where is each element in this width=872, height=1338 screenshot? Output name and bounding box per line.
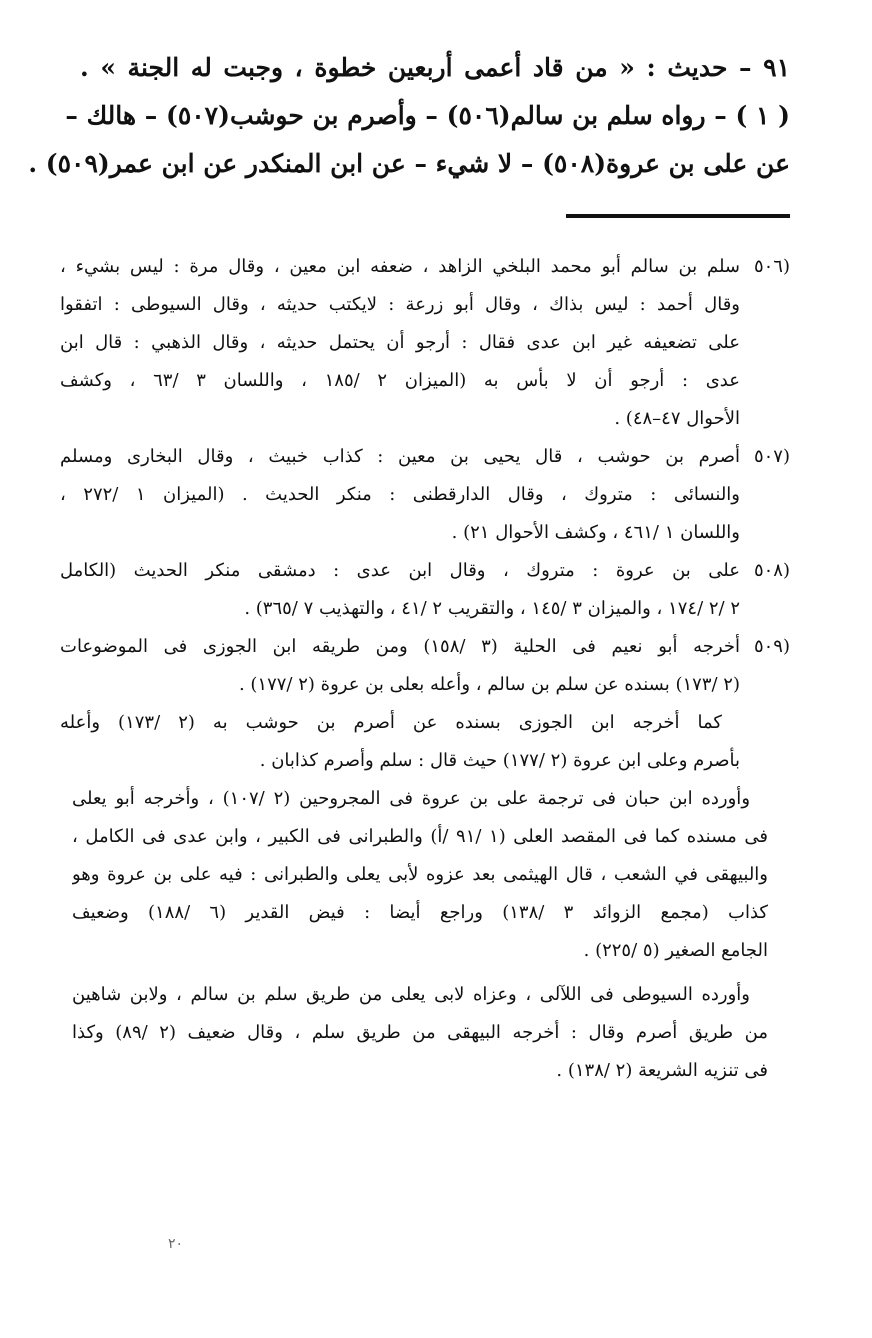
- footnote-509: [60, 628, 790, 780]
- paragraph-line: فى تنزيه الشريعة (٢ /١٣٨) .: [556, 1060, 768, 1081]
- footnote-506: [60, 248, 790, 438]
- footnote-line: ٢ /٢ /١٧٤ ، والميزان ٣ /١٤٥ ، والتقريب ٢ /٤١ ، والتهذيب ٧ /٣٦٥) .: [244, 598, 740, 619]
- footnote-paragraph-ibn-hibban: [72, 780, 790, 970]
- footnote-line: وقال أحمد : ليس بذاك ، وقال أبو زرعة : لايكتب حديثه ، وقال السيوطى : اتفقوا: [60, 294, 740, 315]
- paragraph-line: من طريق أصرم وقال : أخرجه البيهقى من طريق سلم ، وقال ضعيف (٢ /٨٩) وكذا: [72, 1022, 768, 1043]
- footnote-separator: [566, 214, 790, 218]
- footnote-line: (٢ /١٧٣) بسنده عن سلم بن سالم ، وأعله بعلى بن عروة (٢ /١٧٧) .: [238, 674, 740, 695]
- footnote-line: واللسان ١ /٤٦١ ، وكشف الأحوال ٢١) .: [451, 522, 740, 543]
- footnote-line: على بن عروة : متروك ، وقال ابن عدى : دمشقى منكر الحديث (الكامل: [60, 560, 740, 581]
- footnote-paragraph-suyuti: [72, 976, 790, 1090]
- footnote-line: والنسائى : متروك ، وقال الدارقطنى : منكر الحديث . (الميزان ١ /٢٧٢ ،: [60, 484, 740, 505]
- footnotes-section: [60, 248, 790, 1090]
- footnote-507: [60, 438, 790, 552]
- paragraph-line: فى مسنده كما فى المقصد العلى (١ /٩١ /أ) والطبرانى فى الكبير ، وابن عدى فى الكامل ،: [72, 826, 768, 847]
- paragraph-line: الجامع الصغير (٥ /٢٢٥) .: [583, 940, 768, 961]
- footnote-number: (٥٠٨: [753, 560, 790, 581]
- paragraph-line: والبيهقى في الشعب ، قال الهيثمى بعد عزوه لأبى يعلى والطبرانى : فيه على بن عروة وهو: [72, 864, 768, 885]
- paragraph-line: كذاب (مجمع الزوائد ٣ /١٣٨) وراجع أيضا : فيض القدير (٦ /١٨٨) وضعيف: [72, 902, 768, 923]
- footnote-line: بأصرم وعلى ابن عروة (٢ /١٧٧) حيث قال : سلم وأصرم كذابان .: [259, 750, 740, 771]
- footnote-line: كما أخرجه ابن الجوزى بسنده عن أصرم بن حوشب به (٢ /١٧٣) وأعله: [60, 712, 723, 733]
- footnote-number: (٥٠٦: [753, 256, 790, 277]
- hadith-main-text: [28, 44, 790, 188]
- page-number: ٢٠: [168, 1236, 184, 1252]
- footnote-508: [60, 552, 790, 628]
- footnote-line: الأحوال ٤٧–٤٨) .: [614, 408, 740, 429]
- footnote-line: أخرجه أبو نعيم فى الحلية (٣ /١٥٨) ومن طريقه ابن الجوزى فى الموضوعات: [60, 636, 740, 657]
- hadith-line: عن على بن عروة(٥٠٨) – لا شيء – عن ابن المنكدر عن ابن عمر(٥٠٩) .: [28, 149, 790, 178]
- footnote-line: سلم بن سالم أبو محمد البلخي الزاهد ، ضعفه ابن معين ، وقال مرة : ليس بشيء ،: [60, 256, 740, 277]
- paragraph-line: وأورده السيوطى فى اللآلى ، وعزاه لابى يعلى من طريق سلم بن سالم ، ولابن شاهين: [72, 984, 750, 1005]
- footnote-number: (٥٠٧: [753, 446, 790, 467]
- footnote-line: أصرم بن حوشب ، قال يحيى بن معين : كذاب خبيث ، وقال البخارى ومسلم: [60, 446, 740, 467]
- footnote-number: (٥٠٩: [753, 636, 790, 657]
- hadith-line: ٩١ – حديث : « من قاد أعمى أربعين خطوة ، وجبت له الجنة » .: [80, 53, 790, 82]
- hadith-line: ( ١ ) – رواه سلم بن سالم(٥٠٦) – وأصرم بن حوشب(٥٠٧) – هالك –: [65, 101, 790, 130]
- footnote-line: على تضعيفه غير ابن عدى فقال : أرجو أن يحتمل حديثه ، وقال الذهبي : قال ابن: [60, 332, 740, 353]
- paragraph-line: وأورده ابن حبان فى ترجمة على بن عروة فى المجروحين (٢ /١٠٧) ، وأخرجه أبو يعلى: [72, 788, 751, 809]
- footnote-line: عدى : أرجو أن لا بأس به (الميزان ٢ /١٨٥ ، واللسان ٣ /٦٣ ، وكشف: [60, 370, 740, 391]
